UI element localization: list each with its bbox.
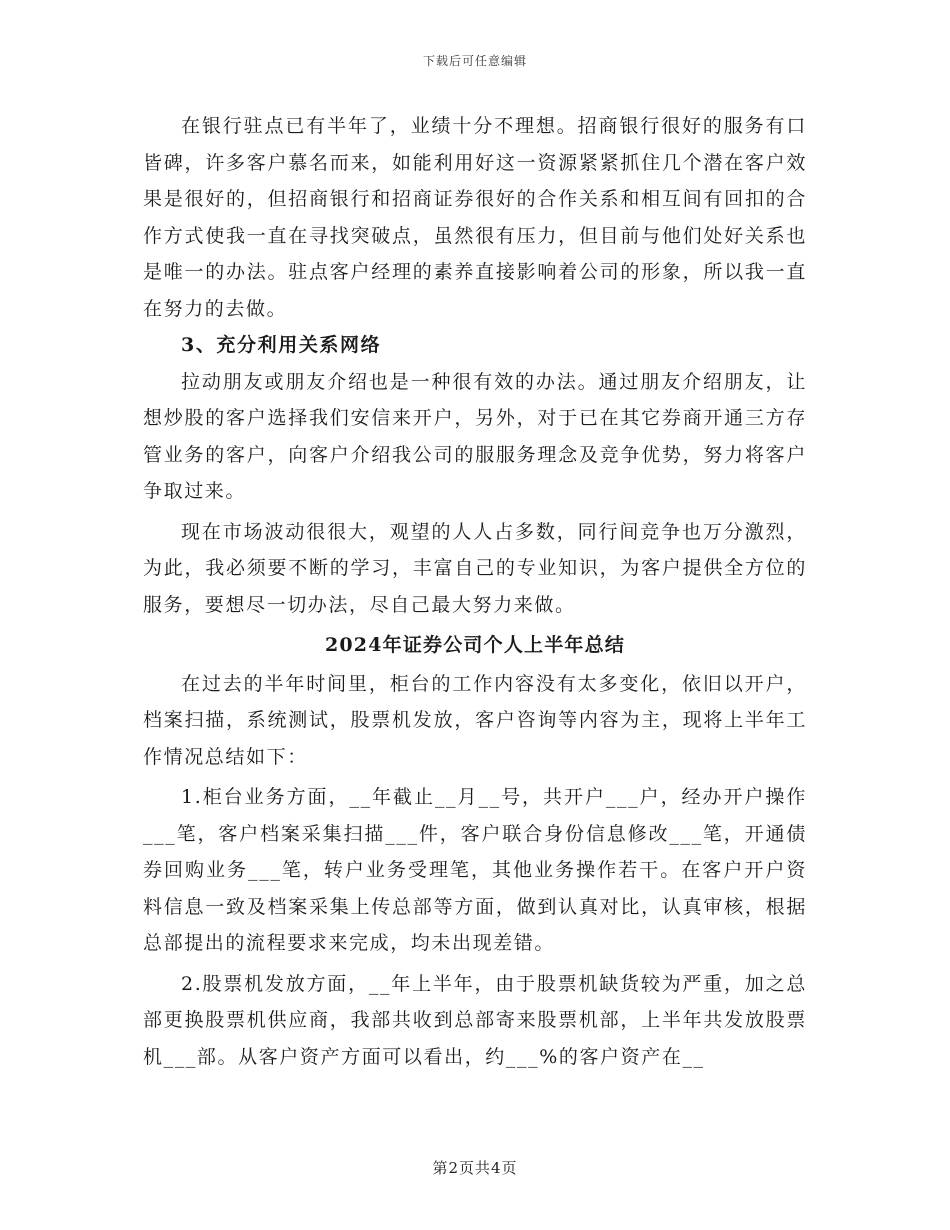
paragraph-friend-referral: 拉动朋友或朋友介绍也是一种很有效的办法。通过朋友介绍朋友，让想炒股的客户选择我们安信来开户，另外，对于已在其它券商开通三方存管业务的客户，向客户介绍我公司的服服务理念及竞争优势，努力将客户争取过来。 <box>143 370 807 502</box>
document-title: 2024年证券公司个人上半年总结 <box>324 634 626 656</box>
header-note: 下载后可任意编辑 <box>422 54 527 68</box>
section-heading-relationship-network: 3、充分利用关系网络 <box>181 334 382 356</box>
page-number: 第2页共4页 <box>432 1159 518 1177</box>
paragraph-market-competition: 现在市场波动很很大，观望的人人占多数，同行间竞争也万分激烈，为此，我必须要不断的学习，丰富自己的专业知识，为客户提供全方位的服务，要想尽一切办法，尽自己最大努力来做。 <box>143 520 807 616</box>
paragraph-counter-business: 1.柜台业务方面，__年截止__月__号，共开户___户，经办开户操作___笔，客户档案采集扫描___件，客户联合身份信息修改___笔，开通债券回购业务___笔，转户业务受理笔，其他业务操作若干。在客户开户资料信息一致及档案采集上传总部等方面，做到认真对比，认真审核，根据总部提出的流程要求来完成，均未出现差错。 <box>143 786 807 954</box>
document-body <box>143 108 807 1075</box>
paragraph-intro: 在过去的半年时间里，柜台的工作内容没有太多变化，依旧以开户，档案扫描，系统测试，股票机发放，客户咨询等内容为主，现将上半年工作情况总结如下： <box>143 672 807 768</box>
paragraph-bank-station: 在银行驻点已有半年了，业绩十分不理想。招商银行很好的服务有口皆碑，许多客户慕名而来，如能利用好这一资源紧紧抓住几个潜在客户效果是很好的，但招商银行和招商证券很好的合作关系和相互间有回扣的合作方式使我一直在寻找突破点，虽然很有压力，但目前与他们处好关系也是唯一的办法。驻点客户经理的素养直接影响着公司的形象，所以我一直在努力的去做。 <box>143 115 807 320</box>
paragraph-stock-device: 2.股票机发放方面，__年上半年，由于股票机缺货较为严重，加之总部更换股票机供应商，我部共收到总部寄来股票机部，上半年共发放股票机___部。从客户资产方面可以看出，约___%的客户资产在__ <box>143 972 807 1068</box>
